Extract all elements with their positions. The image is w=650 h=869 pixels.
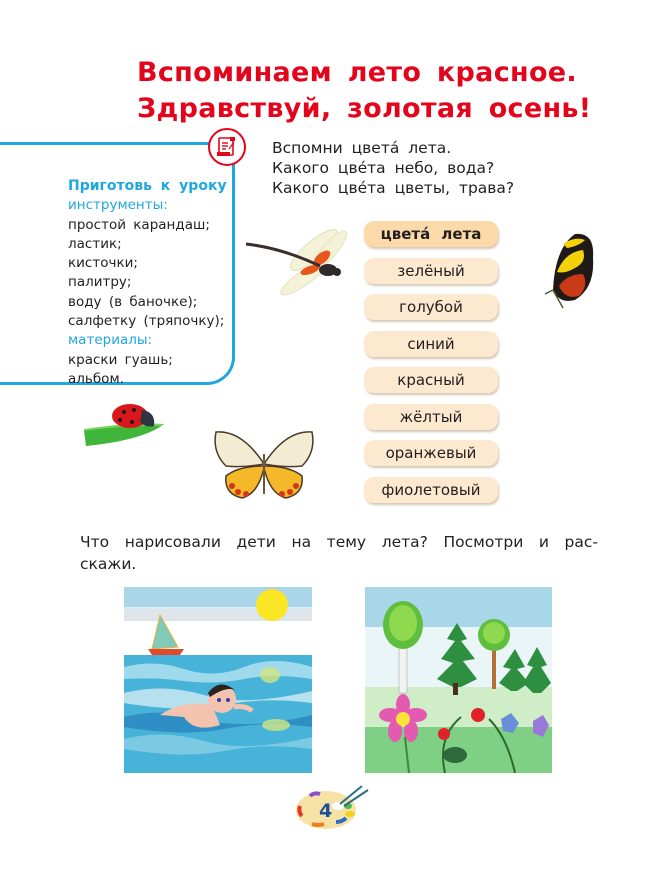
color-item-violet: фиолетовый xyxy=(364,477,498,503)
tools-label: инструменты: xyxy=(68,197,168,214)
ladybug-image xyxy=(84,402,166,446)
butterfly-image xyxy=(212,428,316,502)
page-number-palette xyxy=(292,782,372,832)
material-item: альбом. xyxy=(68,370,124,387)
color-item-green: зелёный xyxy=(364,258,498,284)
tool-item: салфетку (тряпочку); xyxy=(68,313,225,330)
colors-header: цвета́ лета xyxy=(364,221,498,247)
butterfly-side-image xyxy=(535,228,595,310)
tool-item: ластик; xyxy=(68,235,122,252)
tool-item: кисточки; xyxy=(68,255,138,272)
tool-item: палитру; xyxy=(68,274,132,291)
prepare-heading: Приготовь к уроку xyxy=(68,178,227,194)
child-drawing-forest-image xyxy=(365,587,552,773)
question-line: Какого цве́та небо, вода? xyxy=(272,159,495,177)
question-line: Вспомни цвета́ лета. xyxy=(272,139,452,157)
child-drawing-sea-image xyxy=(124,587,312,773)
page-title xyxy=(137,55,617,127)
dragonfly-image xyxy=(242,220,354,300)
question-text xyxy=(272,138,514,198)
color-item-orange: оранжевый xyxy=(364,440,498,466)
title-line-2: Здравствуй, золотая осень! xyxy=(137,93,592,124)
question-line: Какого цве́та цветы, трава? xyxy=(272,179,515,197)
tool-item: воду (в баночке); xyxy=(68,293,198,310)
page-number: 4 xyxy=(319,800,333,822)
color-item-light-blue: голубой xyxy=(364,294,498,320)
prepare-list xyxy=(68,177,238,389)
materials-label: материалы: xyxy=(68,332,153,349)
summer-colors-list xyxy=(364,221,498,513)
tool-item: простой карандаш; xyxy=(68,216,210,233)
checklist-scroll-icon xyxy=(208,128,246,166)
title-line-1: Вспоминаем лето красное. xyxy=(137,57,577,88)
color-item-yellow: жёлтый xyxy=(364,404,498,430)
color-item-red: красный xyxy=(364,367,498,393)
task-text: Что нарисовали дети на тему лета? Посмотри и рас-скажи. xyxy=(80,533,598,573)
color-item-blue: синий xyxy=(364,331,498,357)
material-item: краски гуашь; xyxy=(68,351,173,368)
